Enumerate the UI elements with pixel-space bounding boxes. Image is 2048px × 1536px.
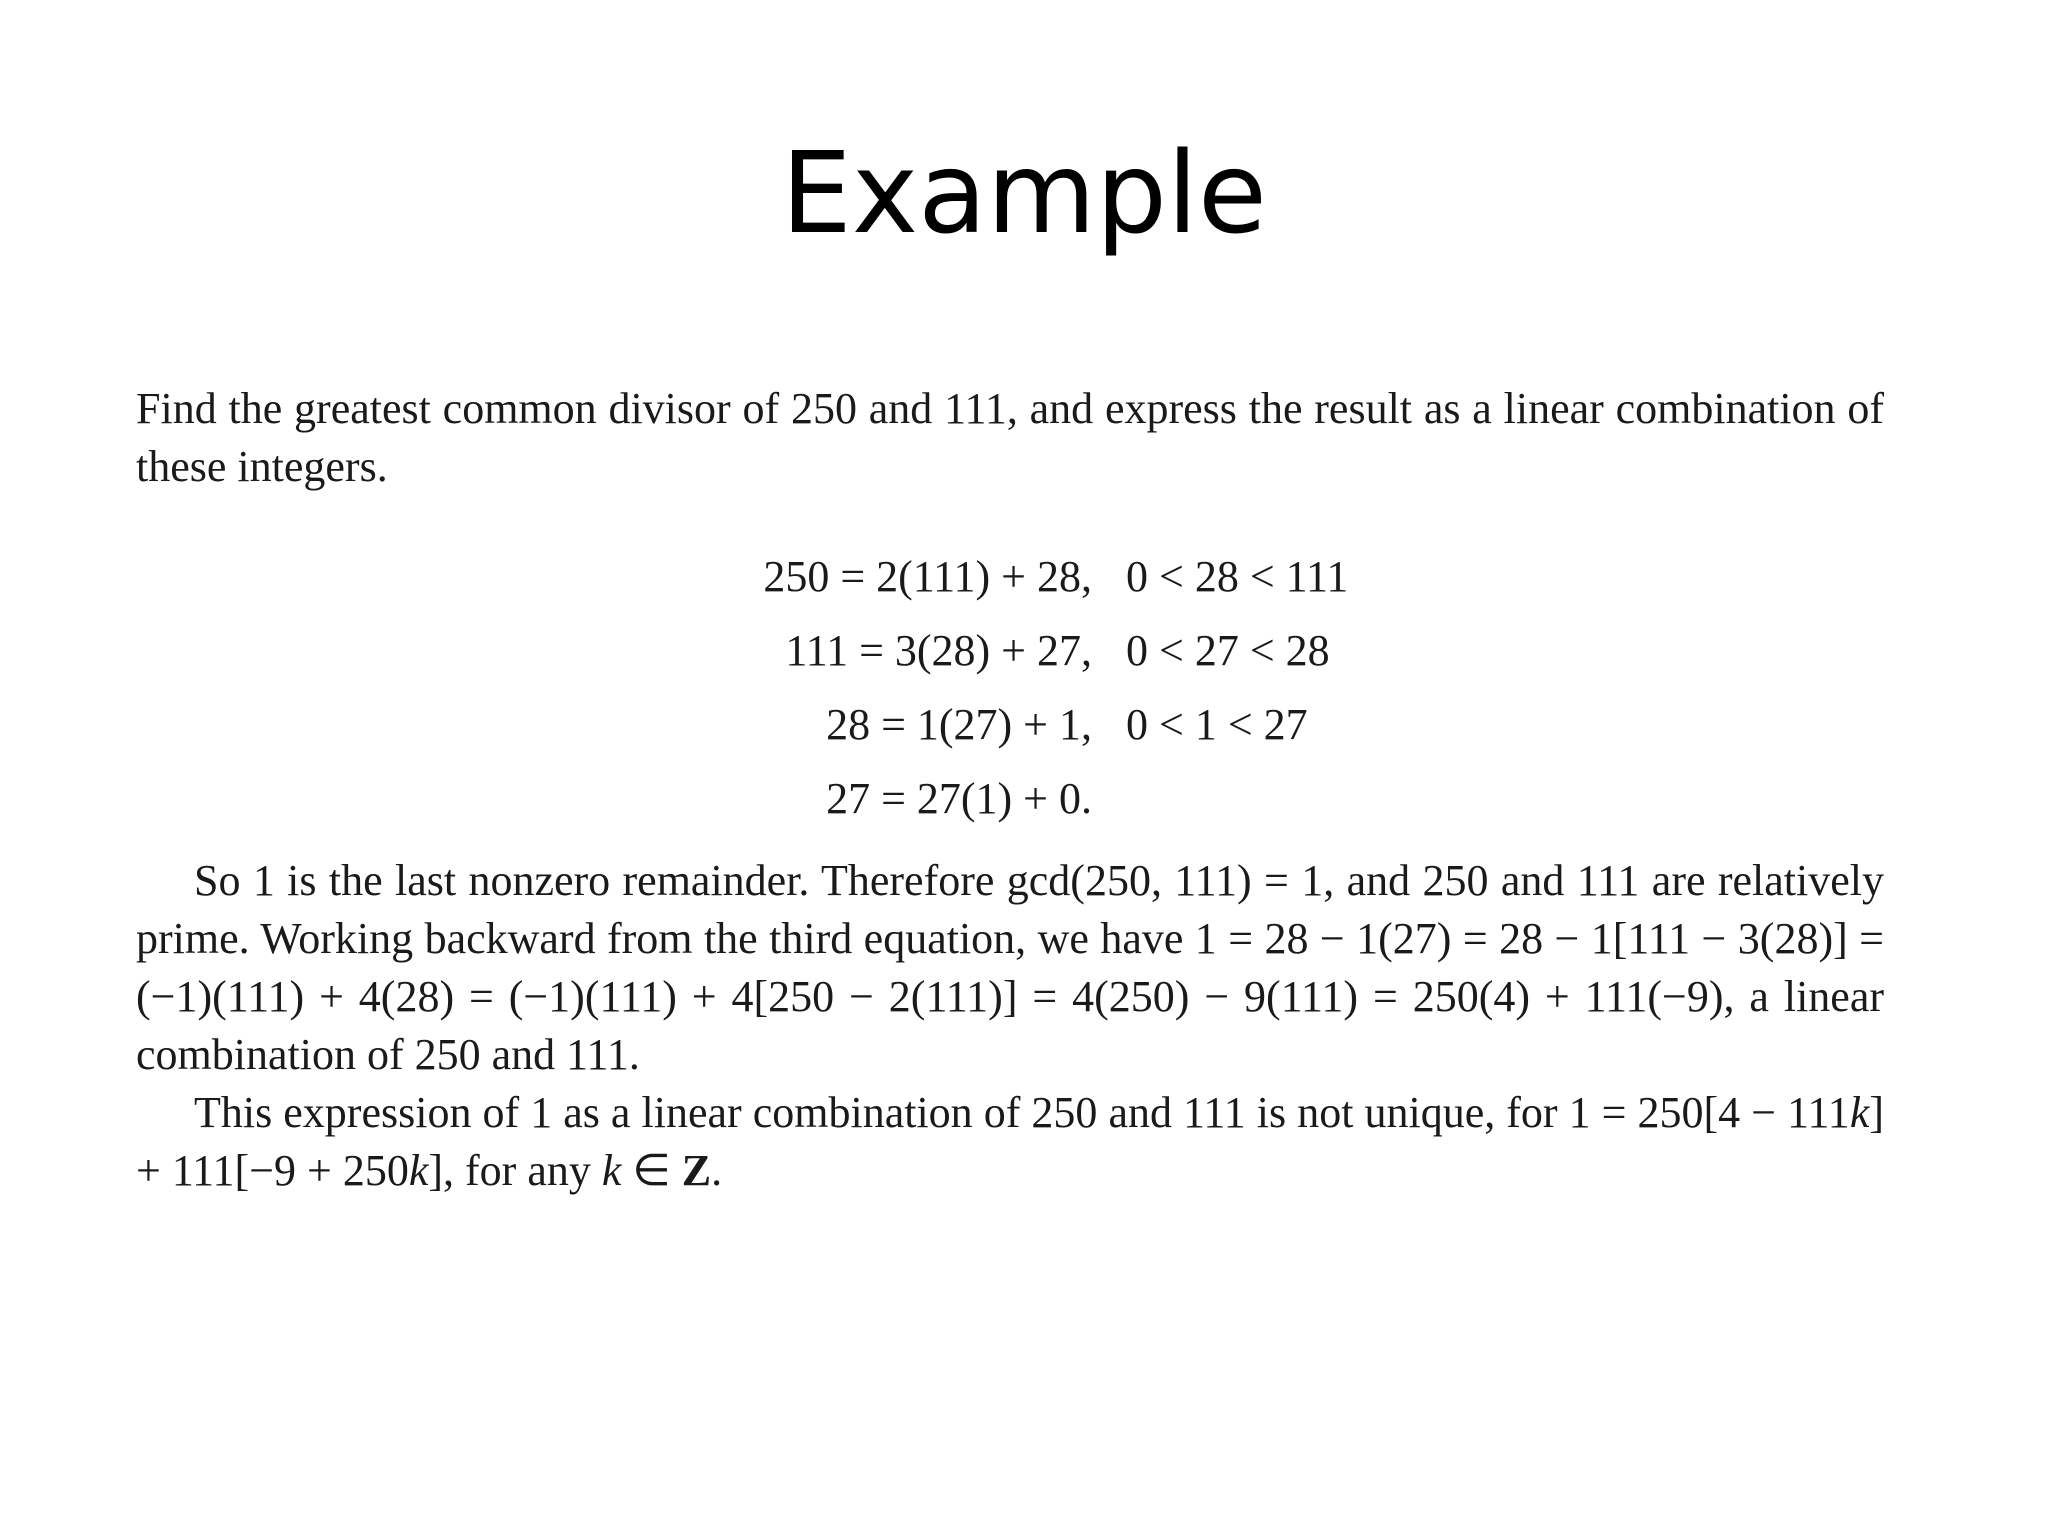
integers-set-symbol: Z: [681, 1146, 712, 1195]
equation: 28 = 1(27) + 1,: [826, 700, 1092, 749]
equation-row: [136, 696, 1884, 754]
slide-body: [136, 380, 1884, 1200]
euclid-equations: [136, 548, 1884, 848]
problem-statement: Find the greatest common divisor of 250 and 111, and express the result as a linear combination of these integers.: [136, 384, 1884, 491]
variable-k: k: [1849, 1088, 1870, 1137]
uniqueness-paragraph: [136, 1084, 1884, 1200]
variable-k: k: [408, 1146, 429, 1195]
slide-title: Example: [781, 129, 1267, 259]
uniqueness-text: ] + 111[−9 + 250: [136, 1088, 1884, 1195]
equation-condition: 0 < 27 < 28: [1126, 626, 1330, 675]
equation: 250 = 2(111) + 28,: [763, 552, 1092, 601]
uniqueness-text: This expression of 1 as a linear combination of 250 and 111 is not unique, for 1 = 250[4 − 111: [194, 1088, 1850, 1137]
equation-condition: 0 < 1 < 27: [1126, 700, 1308, 749]
uniqueness-text: ], for any: [428, 1146, 602, 1195]
equation-row: [136, 622, 1884, 680]
equation: 27 = 27(1) + 0.: [826, 774, 1092, 823]
element-of-symbol: ∈: [621, 1146, 682, 1195]
equation-row: [136, 548, 1884, 606]
equation-row: [136, 770, 1884, 828]
sentence-end: .: [711, 1146, 723, 1195]
equation: 111 = 3(28) + 27,: [785, 626, 1092, 675]
equation-condition: 0 < 28 < 111: [1126, 552, 1349, 601]
solution-paragraph: So 1 is the last nonzero remainder. Therefore gcd(250, 111) = 1, and 250 and 111 are relatively prime. Working backward from the third equation, we have 1 = 28 − 1(27) = 28 − 1[111 − 3(28)] = (−1)(111) + 4(28) = (−1)(111) + 4[250 − 2(111)] = 4(250) − 9(111) = 250(4) + 111(−9), a linear combination of 250 and 111.: [136, 856, 1884, 1079]
variable-k: k: [601, 1146, 622, 1195]
